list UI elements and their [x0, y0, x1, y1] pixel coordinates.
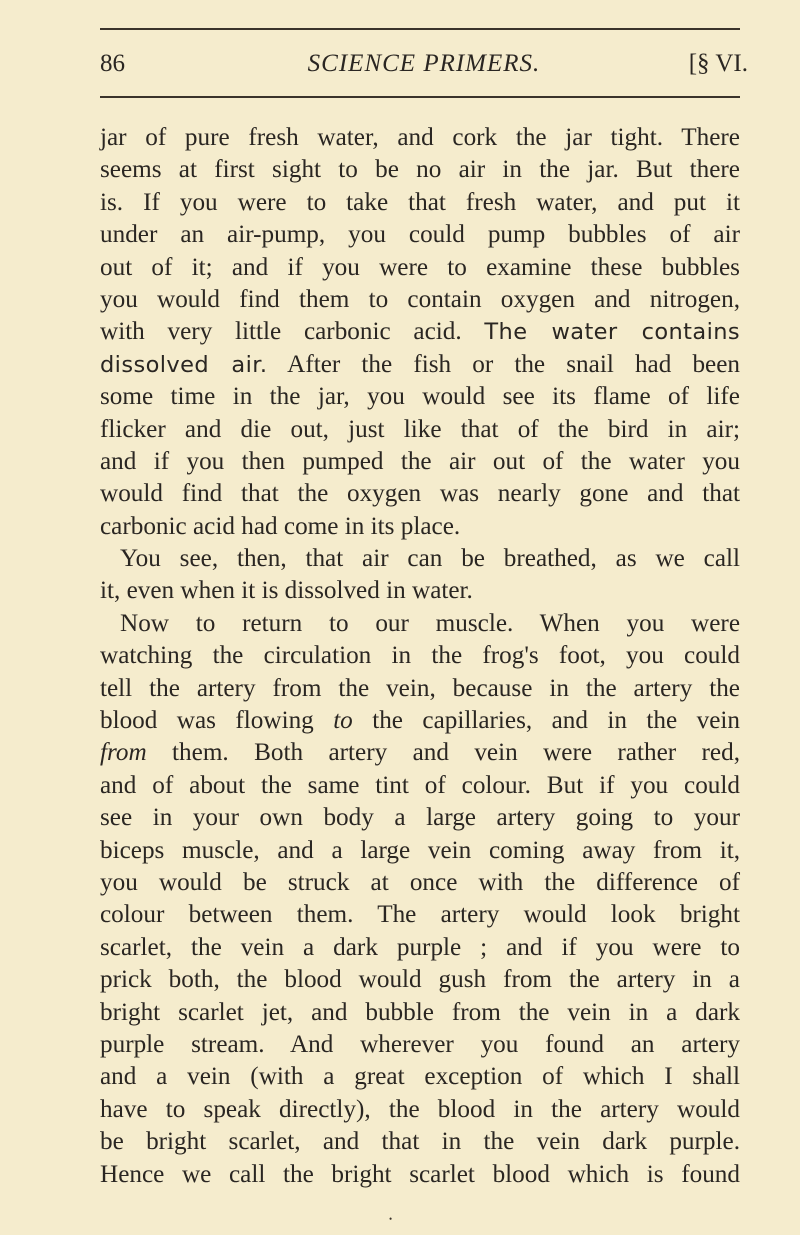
text-line [100, 575, 740, 607]
text-line [100, 802, 740, 834]
text-line [100, 316, 740, 348]
text-line [100, 608, 740, 640]
line-text: You see, then, that air can be breathed, as we call [120, 545, 740, 573]
line-text: and if you then pumped the air out of the water you [100, 447, 740, 475]
text-line [100, 511, 740, 543]
line-text: purple stream. And wherever you found an artery [100, 1030, 740, 1058]
text-line [100, 381, 740, 413]
text-line [100, 414, 740, 446]
text-line [100, 478, 740, 510]
line-text: After the fish or the snail had been [267, 350, 740, 378]
text-line [100, 349, 740, 381]
text-line [100, 705, 740, 737]
line-text: Hence we call the bright scarlet blood which is found [100, 1160, 740, 1188]
line-text: colour between them. The artery would look bright [100, 901, 740, 929]
line-text: tell the artery from the vein, because in the artery the [100, 674, 740, 702]
text-line [100, 122, 740, 154]
text-line [100, 997, 740, 1029]
line-text: and of about the same tint of colour. But if you could [100, 771, 740, 799]
line-text: is. If you were to take that fresh water, and put it [100, 188, 740, 216]
line-text: be bright scarlet, and that in the vein dark purple. [100, 1128, 740, 1156]
line-text: seems at first sight to be no air in the jar. But there [100, 156, 740, 184]
line-text: and a vein (with a great exception of which I shall [100, 1063, 740, 1091]
text-line [100, 673, 740, 705]
text-line [100, 640, 740, 672]
line-text: with very little carbonic acid. [100, 318, 485, 346]
text-line [100, 1029, 740, 1061]
page-header [100, 46, 748, 82]
line-text: them. Both artery and vein were rather red, [146, 739, 740, 767]
line-text: blood was flowing [100, 707, 334, 735]
footer-mark: • [389, 1214, 393, 1224]
emphasis-text: dissolved air. [100, 351, 268, 378]
text-line [100, 867, 740, 899]
line-text: you would be struck at once with the difference of [100, 868, 740, 896]
text-line [100, 1159, 740, 1191]
line-text: biceps muscle, and a large vein coming away from it, [100, 836, 740, 864]
text-line [100, 187, 740, 219]
line-text: jar of pure fresh water, and cork the jar tight. There [100, 124, 740, 151]
page-number: 86 [100, 50, 125, 77]
line-text: some time in the jar, you would see its flame of life [100, 383, 740, 411]
text-line [100, 932, 740, 964]
text-line [100, 899, 740, 931]
text-line [100, 770, 740, 802]
text-line [100, 737, 740, 769]
emphasis-text: The water contains [484, 319, 741, 346]
text-line [100, 1094, 740, 1126]
line-text: carbonic acid had come in its place. [100, 512, 461, 540]
line-text: the capillaries, and in the vein [352, 707, 740, 735]
text-line [100, 835, 740, 867]
line-text: out of it; and if you were to examine these bubbles [100, 253, 740, 281]
line-text: see in your own body a large artery going to your [100, 804, 740, 832]
line-text: flicker and die out, just like that of the bird in air; [100, 415, 740, 443]
line-text: would find that the oxygen was nearly gone and that [100, 480, 740, 508]
line-text: under an air-pump, you could pump bubbles of air [100, 221, 740, 249]
text-line [100, 964, 740, 996]
text-line [100, 219, 740, 251]
text-line [100, 1126, 740, 1158]
section-mark: [§ VI. [688, 50, 748, 77]
italic-text: to [333, 707, 353, 735]
text-line [100, 252, 740, 284]
top-rule [100, 28, 740, 30]
text-line [100, 446, 740, 478]
italic-text: from [100, 739, 147, 767]
line-text: it, even when it is dissolved in water. [100, 577, 473, 605]
line-text: prick both, the blood would gush from the artery in a [100, 966, 740, 994]
running-title: SCIENCE PRIMERS. [307, 50, 541, 77]
line-text: watching the circulation in the frog's foot, you could [100, 642, 740, 670]
text-line [100, 543, 740, 575]
header-rule [100, 96, 740, 98]
line-text: scarlet, the vein a dark purple ; and if you were to [100, 933, 740, 961]
line-text: bright scarlet jet, and bubble from the vein in a dark [100, 998, 740, 1026]
line-text: Now to return to our muscle. When you were [120, 609, 740, 637]
text-line [100, 1061, 740, 1093]
text-line [100, 154, 740, 186]
line-text: have to speak directly), the blood in the artery would [100, 1095, 740, 1123]
body-text [100, 122, 740, 1191]
text-line [100, 284, 740, 316]
line-text: you would find them to contain oxygen and nitrogen, [100, 285, 740, 313]
